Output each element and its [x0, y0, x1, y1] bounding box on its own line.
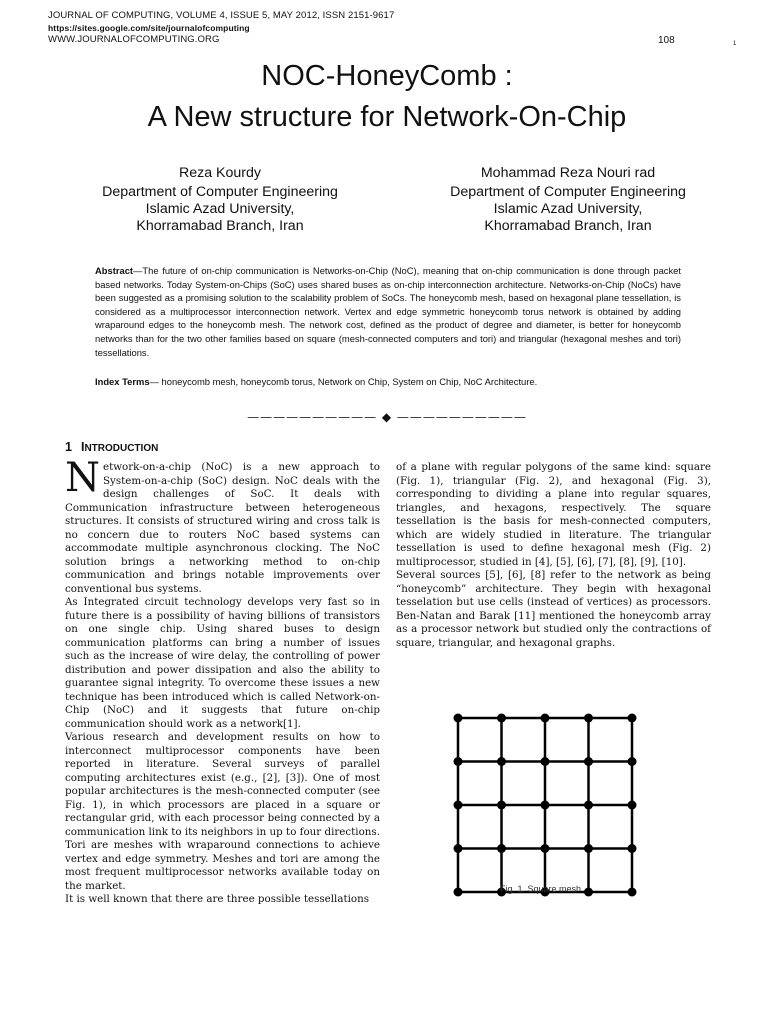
abstract [95, 264, 681, 359]
journal-url[interactable]: https://sites.google.com/site/journalofcomputing [48, 23, 250, 33]
left-column [65, 455, 380, 907]
mesh-node [497, 844, 506, 853]
mesh-node [628, 757, 637, 766]
drop-cap: N [65, 455, 100, 501]
author-name: Mohammad Reza Nouri rad [480, 165, 656, 181]
author-branch: Khorramabad Branch, Iran [136, 218, 304, 234]
mesh-node [541, 757, 550, 766]
mesh-node [497, 714, 506, 723]
section-number: 1 [65, 440, 72, 454]
mesh-node [454, 844, 463, 853]
author-university: Islamic Azad University, [493, 201, 643, 217]
section-separator: —————————— ◆ —————————— [247, 410, 527, 424]
mesh-node [584, 888, 593, 897]
index-terms [95, 375, 695, 388]
mesh-node [454, 714, 463, 723]
paragraph: of a plane with regular polygons of the same kind: square (Fig. 1), triangular (Fig. 2), and hexagonal (Fig. 3), corresponding to dividing a plane into regular squares, triangles, and hexagons, respectively. The square tessellation is the basis for mesh-connected computers, which are widely studied in literature. The triangular tessellation is used to define hexagonal mesh (Fig. 2) multiprocessor, studied in [4], [5], [6], [7], [8], [9], [10]. [396, 461, 711, 568]
author-university: Islamic Azad University, [145, 201, 295, 217]
section-heading [65, 440, 158, 454]
mesh-node [541, 844, 550, 853]
title-line-2: A New structure for Network-On-Chip [147, 101, 627, 133]
author-branch: Khorramabad Branch, Iran [484, 218, 652, 234]
index-terms-label: Index Terms [95, 376, 150, 387]
journal-site[interactable]: WWW.JOURNALOFCOMPUTING.ORG [48, 34, 220, 45]
mesh-node [584, 757, 593, 766]
paragraph-text: etwork-on-a-chip (NoC) is a new approach to System-on-a-chip (SoC) design. NoC deals with the design challenges of SoC. It deals with Communication infrastructure between heterogeneous structures. It consists of structured wiring and cross talk is no concern due to routers NoC based systems can accommodate multiple asynchronous clocking. The NoC solution brings a networking method to on-chip communication and brings notable improvements over conventional bus systems. [65, 461, 380, 595]
mesh-node [584, 801, 593, 810]
mesh-node [628, 888, 637, 897]
author-block-2 [418, 165, 718, 235]
paragraph: It is well known that there are three possible tessellations [65, 893, 370, 905]
paragraph [65, 455, 380, 596]
mesh-node [454, 757, 463, 766]
author-block-1 [70, 165, 370, 235]
mesh-node [628, 844, 637, 853]
right-column [396, 461, 711, 650]
paragraph: Various research and development results on how to interconnect multiprocessor components have been reported in literature. Several surveys of parallel computing architectures exist (e.g., [2], [3]). One of most popular architectures is the mesh-connected computer (see Fig. 1), in which processors are placed in a square or rectangular grid, with each processor being connected by a communication link to its neighbors in up to four directions. Tori are meshes with wraparound connections to achieve vertex and edge symmetry. Meshes and tori are among the most frequent multiprocessor networks available today on the market. [65, 731, 380, 892]
paragraph: As Integrated circuit technology develops very fast so in future there is a possibility of having billions of transistors on one single chip. Using shared buses to design communication platforms can bring a number of issues such as the increase of wire delay, the controlling of power distribution and power dissipation and also the ability to guarantee signal integrity. To overcome these issues a new technique has been introduced which is called Network-on-Chip (NoC) and it suggests that future on-chip communication should work as a network[1]. [65, 596, 380, 730]
abstract-label: Abstract [95, 265, 134, 276]
mesh-node [454, 801, 463, 810]
mesh-node [454, 888, 463, 897]
author-dept: Department of Computer Engineering [102, 184, 338, 200]
section-first-letter: I [80, 440, 85, 454]
paragraph: Several sources [5], [6], [8] refer to the network as being “honeycomb” architecture. They begin with hexagonal tesselation but use cells (instead of vertices) as processors. Ben-Natan and Barak [11] mentioned the honeycomb array as a processor network but studied only the contractions of square, triangular, and hexagonal graphs. [396, 569, 711, 649]
corner-mark: 1 [733, 41, 737, 47]
abstract-text: —The future of on-chip communication is Networks-on-Chip (NoC), meaning that on-chip communication is done through packet based networks. Today System-on-Chips (SoC) uses shared buses as on-chip interconnection architecture. Networks-on-Chip (NoCs) have been suggested as a promising solution to the scalability problem of SoCs. The honeycomb mesh, based on hexagonal plane tessellation, is considered as a multiprocessor interconnection network. Vertex and edge symmetric honeycomb torus network is obtained by adding wraparound edges to the honeycomb mesh. The network cost, defined as the product of degree and diameter, is better for honeycomb networks than for the two other families based on square (mesh-connected computers and tori) and triangular (hexagonal meshes and tori) tessellations. [95, 265, 681, 358]
mesh-node [584, 844, 593, 853]
figure-caption: Fig. 1. Square mesh [500, 884, 582, 894]
page-number: 108 [658, 35, 675, 46]
index-terms-text: — honeycomb mesh, honeycomb torus, Network on Chip, System on Chip, NoC Architecture. [149, 376, 538, 387]
author-dept: Department of Computer Engineering [450, 184, 686, 200]
title-line-1: NOC-HoneyComb : [261, 60, 513, 92]
journal-line: JOURNAL OF COMPUTING, VOLUME 4, ISSUE 5, MAY 2012, ISSN 2151-9617 [48, 10, 395, 21]
mesh-node [584, 714, 593, 723]
section-title-rest: NTRODUCTION [84, 443, 159, 454]
running-header [48, 10, 394, 46]
mesh-node [497, 757, 506, 766]
mesh-node [628, 801, 637, 810]
mesh-node [541, 714, 550, 723]
author-name: Reza Kourdy [178, 165, 261, 181]
mesh-node [497, 801, 506, 810]
mesh-node [541, 801, 550, 810]
square-mesh-figure [448, 708, 638, 898]
mesh-node [628, 714, 637, 723]
